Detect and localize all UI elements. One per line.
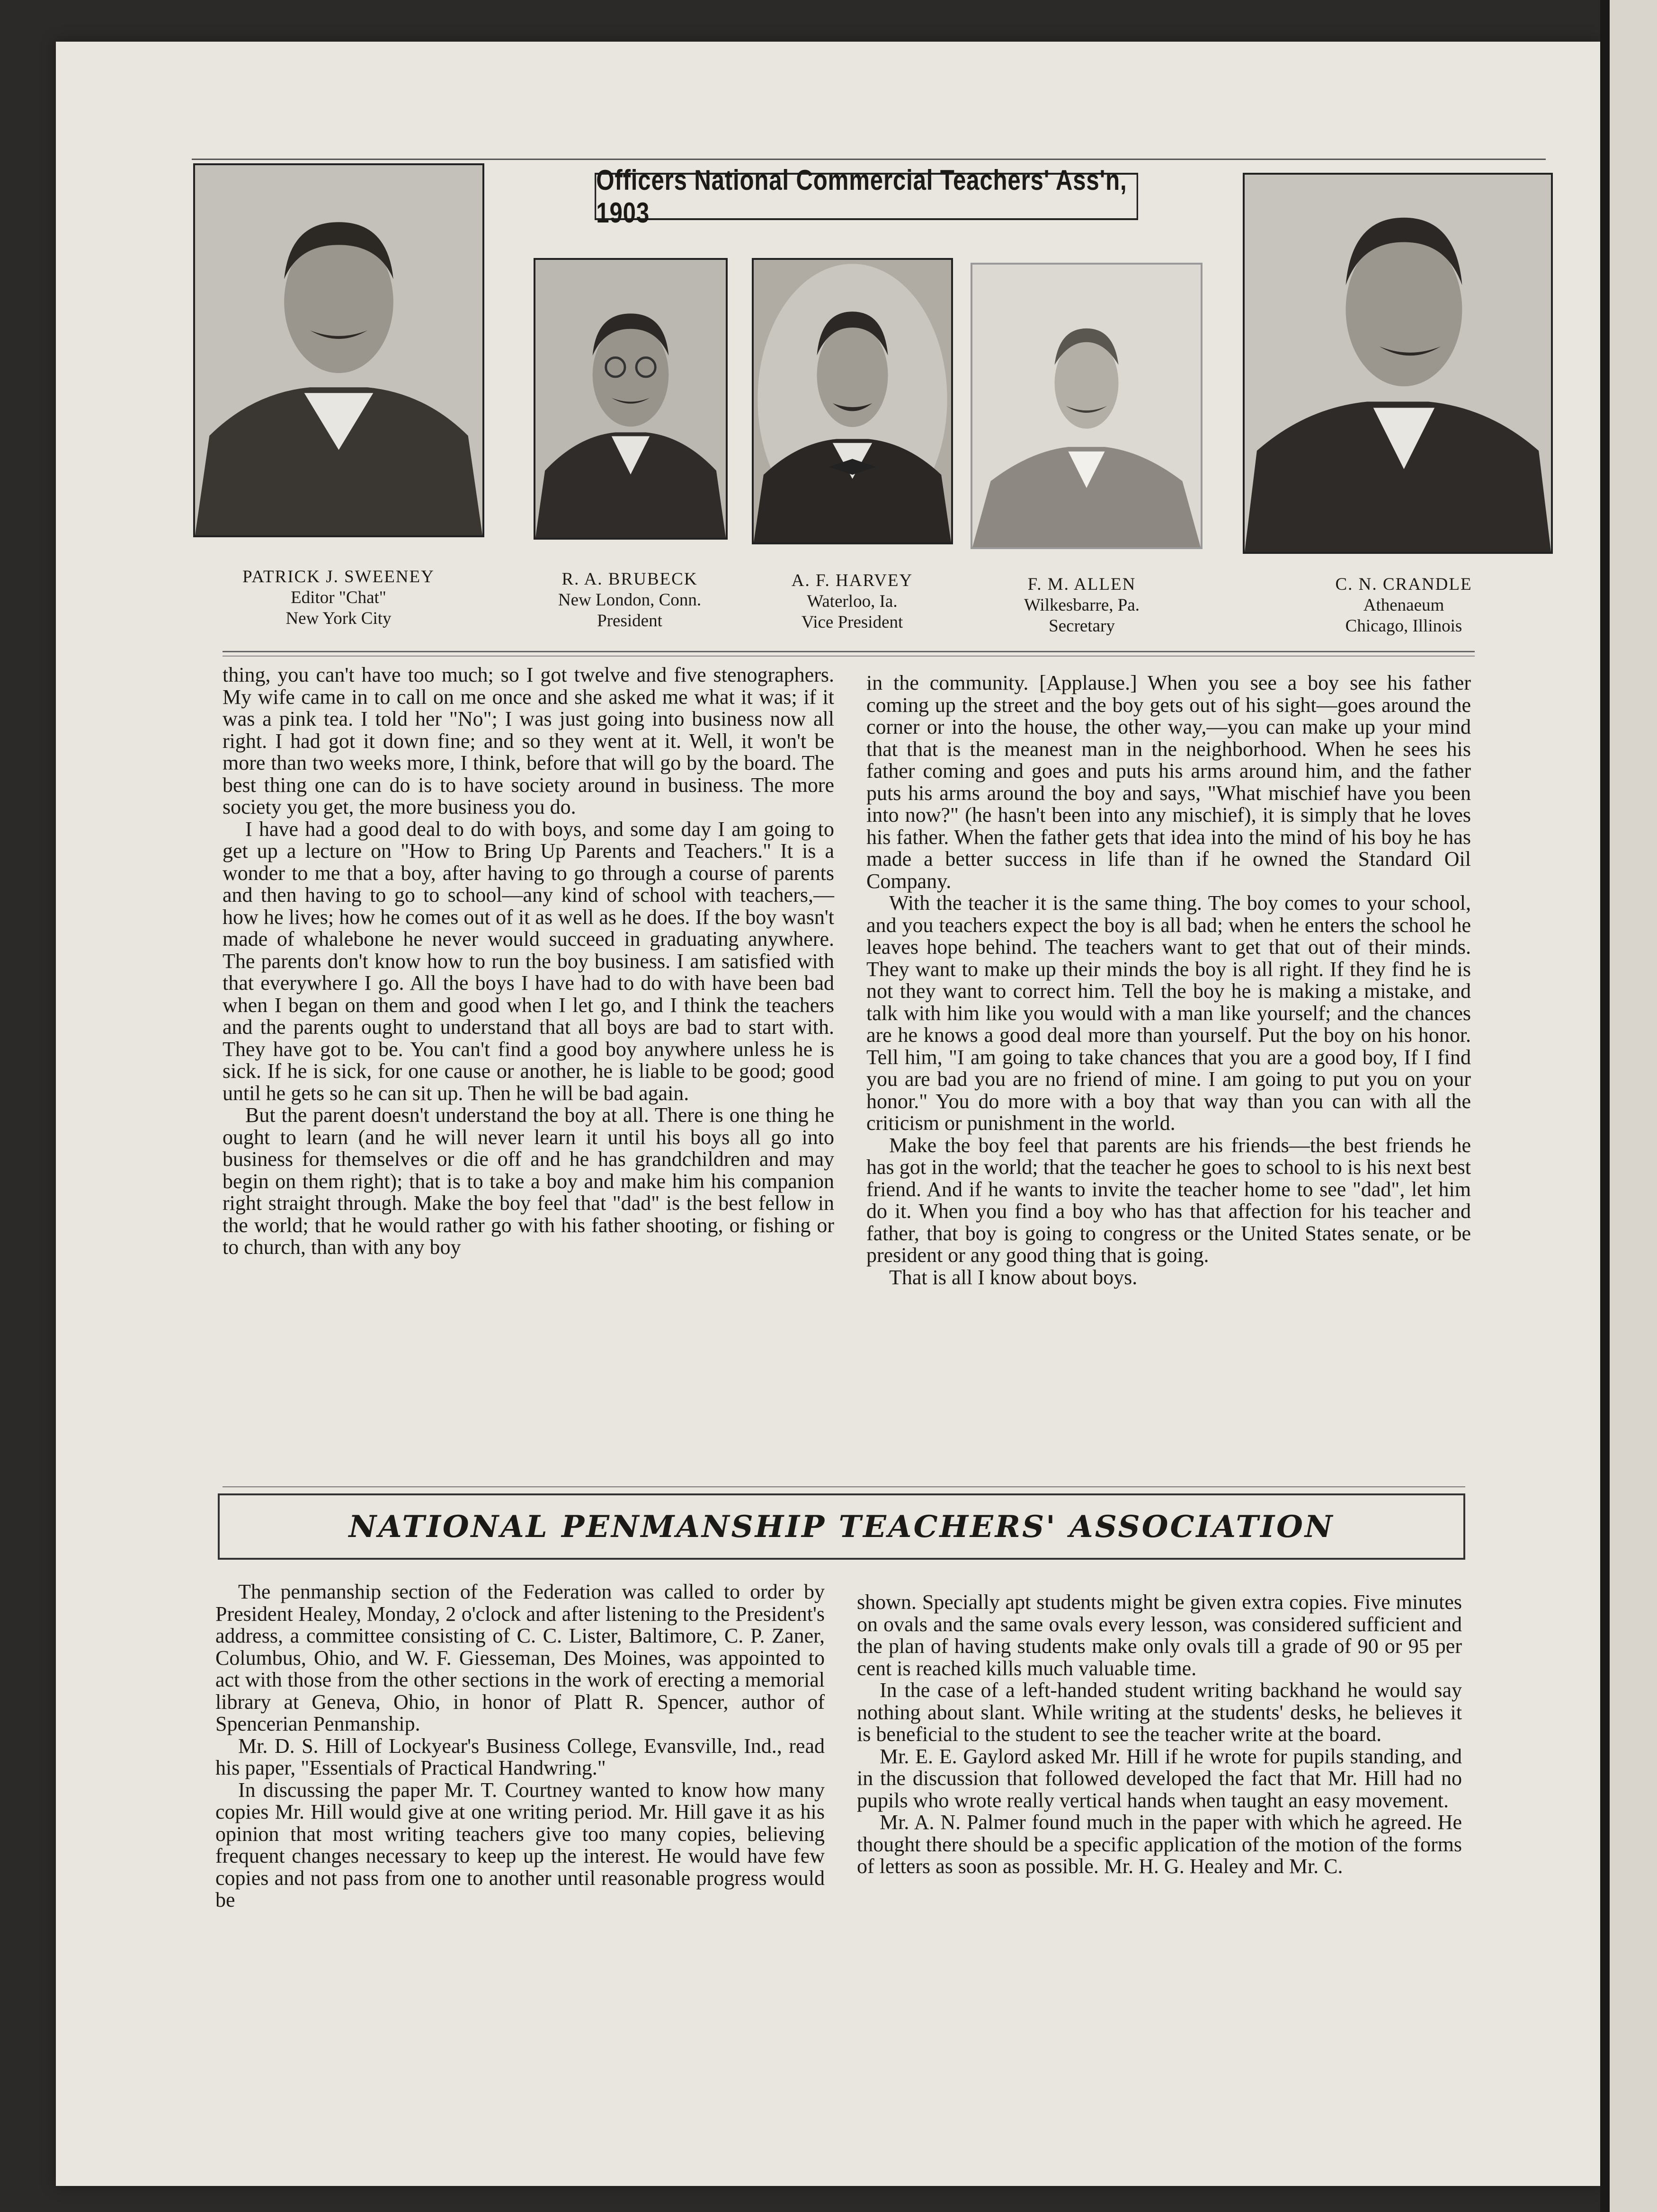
- officer-detail: Wilkesbarre, Pa.: [1024, 595, 1140, 615]
- officer-detail: President: [597, 611, 662, 631]
- next-page-edge: [1610, 0, 1657, 2212]
- article-left-column: [223, 664, 834, 1259]
- section-paragraph: shown. Specially apt students might be given extra copies. Five minutes on ovals and the same ovals every lesson, was considered sufficient and the plan of having students make only ovals till a grade of 90 or 95 per cent is reached kills much valuable time.: [857, 1590, 1462, 1680]
- officer-detail: New London, Conn.: [558, 590, 702, 610]
- section-heading: NATIONAL PENMANSHIP TEACHERS' ASSOCIATION: [218, 1493, 1465, 1560]
- portrait-sweeney-image: [195, 165, 482, 535]
- caption-rule-2: [223, 656, 1475, 657]
- top-rule: [192, 159, 1546, 160]
- caption-rule: [223, 651, 1475, 652]
- article-paragraph: Make the boy feel that parents are his friends—the best friends he has got in the world; that the teacher he goes to school to is his next best friend. And if he wants to invite the teacher home to see "dad", let him do it. When you find a boy who has that affection for his teacher and father, that boy is going to congress or the United States senate, or be president or any good thing that is going.: [866, 1133, 1471, 1267]
- portrait-harvey-image: [754, 260, 951, 542]
- section-paragraph: Mr. D. S. Hill of Lockyear's Business College, Evansville, Ind., read his paper, "Essentials of Practical Handwring.": [215, 1734, 825, 1779]
- caption-brubeck: [526, 569, 734, 631]
- officer-detail: Chicago, Illinois: [1345, 616, 1462, 636]
- article-right-column: [866, 672, 1471, 1288]
- officer-name: A. F. HARVEY: [791, 571, 913, 590]
- officer-detail: Waterloo, Ia.: [807, 592, 898, 611]
- portrait-crandle: [1243, 173, 1553, 554]
- portrait-allen: [971, 263, 1203, 549]
- officer-name: R. A. BRUBECK: [561, 569, 698, 589]
- section-paragraph: Mr. E. E. Gaylord asked Mr. Hill if he wrote for pupils standing, and in the discussion that followed developed the fact that Mr. Hill had no pupils who wrote really vertical hands when taught an easy movement.: [857, 1744, 1462, 1812]
- officer-detail: Secretary: [1049, 616, 1115, 636]
- officer-name: F. M. ALLEN: [1027, 575, 1136, 594]
- caption-crandle: [1278, 574, 1529, 637]
- section-right-column: [857, 1591, 1462, 1878]
- section-paragraph: The penmanship section of the Federation was called to order by President Healey, Monday, 2 o'clock and after listening to the President's address, a committee consisting of C. C. Lister, Baltimore, C. P. Zaner, Columbus, Ohio, and W. F. Giesseman, Des Moines, was appointed to act with those from the other sections in the work of erecting a memorial library at Geneva, Ohio, in honor of Platt R. Spencer, author of Spencerian Penmanship.: [215, 1580, 825, 1735]
- article-paragraph: I have had a good deal to do with boys, and some day I am going to get up a lecture on "How to Bring Up Parents and Teachers." It is a wonder to me that a boy, after having to go through a course of parents and then having to go to school—any kind of school with teachers,—how he lives; how he comes out of it as well as he does. If the boy wasn't made of whalebone he never would succeed in graduating anywhere. The parents don't know how to run the boy business. I am satisfied with that everywhere I go. All the boys I have had to do with have been bad when I began on them and good when I let go, and I think the teachers and the parents ought to understand that all boys are bad to start with. They have got to be. You can't find a good boy anywhere unless he is sick. If he is sick, for one cause or another, he is liable to be good; good until he gets so he can sit up. Then he will be bad again.: [223, 817, 834, 1105]
- officer-detail: Athenaeum: [1363, 595, 1444, 615]
- section-paragraph: In discussing the paper Mr. T. Courtney wanted to know how many copies Mr. Hill would give at one writing period. Mr. Hill gave it as his opinion that most writing teachers give too many copies, believing frequent changes necessary to keep up the interest. He would have few copies and not pass from one to another until reasonable progress would be: [215, 1778, 825, 1911]
- caption-harvey: [748, 570, 956, 633]
- article-paragraph: thing, you can't have too much; so I got twelve and five stenographers. My wife came in to call on me once and she asked me what it was; if it was a pink tea. I told her "No"; I was just going into business now all right. I had got it down fine; and so they went at it. Well, it won't be more than two weeks more, I think, before that will go by the board. The best thing one can do is to have society around in business. The more society you get, the more business you do.: [223, 663, 834, 818]
- officer-detail: Vice President: [801, 613, 903, 632]
- article-paragraph: With the teacher it is the same thing. The boy comes to your school, and you teachers expect the boy is all bad; when he enters the school he leaves hope behind. The teachers want to get that out of their minds. They want to make up their minds the boy is all right. If they find he is not they want to correct him. Tell the boy he is making a mistake, and talk with him like you would with a man like yourself; and the chances are he knows a good deal more than yourself. Put the boy on his honor. Tell him, "I am going to take chances that you are a good boy, If I find you are bad you are no friend of mine. I am going to put you on your honor." You do more with a boy that way than you can with all the criticism or punishment in the world.: [866, 891, 1471, 1135]
- caption-sweeney: [189, 567, 488, 629]
- portrait-harvey: [752, 258, 953, 544]
- officer-name: PATRICK J. SWEENEY: [242, 567, 435, 586]
- binding-shadow: [1600, 0, 1610, 2212]
- portrait-crandle-image: [1245, 175, 1551, 552]
- officer-detail: New York City: [285, 609, 392, 628]
- officers-title: Officers National Commercial Teachers' Ass'n, 1903: [595, 173, 1138, 220]
- officer-detail: Editor "Chat": [291, 588, 386, 607]
- portrait-allen-image: [972, 265, 1201, 547]
- article-paragraph: But the parent doesn't understand the boy at all. There is one thing he ought to learn (and he will never learn it until his boys all go into business for themselves or die off and he has grandchildren and may begin on them right); that is to take a boy and make him his companion right straight through. Make the boy feel that "dad" is the best fellow in the world; that he would rather go with his father shooting, or fishing or to church, than with any boy: [223, 1103, 834, 1259]
- portrait-sweeney: [193, 163, 484, 537]
- section-left-column: [215, 1581, 825, 1911]
- section-paragraph: In the case of a left-handed student writing backhand he would say nothing about slant. While writing at the students' desks, he believes it is beneficial to the student to see the teacher write at the board.: [857, 1679, 1462, 1746]
- officer-name: C. N. CRANDLE: [1335, 575, 1472, 594]
- portrait-brubeck: [534, 258, 728, 540]
- section-paragraph: Mr. A. N. Palmer found much in the paper with which he agreed. He thought there should be a specific application of the motion of the forms of letters as soon as possible. Mr. H. G. Healey and Mr. C.: [857, 1811, 1462, 1878]
- article-paragraph: That is all I know about boys.: [889, 1265, 1138, 1289]
- article-paragraph: in the community. [Applause.] When you see a boy see his father coming up the street and the boy gets out of his sight—goes around the corner or into the house, the other way,—you can make up your mind that that is the meanest man in the neighborhood. When he sees his father coming and goes and puts his arms around him, and the father puts his arms around the boy and says, "What mischief have you been into now?" (he hasn't been into any mischief), it is simply that he loves his father. When the father gets that idea into the mind of his boy he has made a better success in life than if he owned the Standard Oil Company.: [866, 671, 1471, 893]
- caption-allen: [975, 574, 1188, 637]
- section-rule: [223, 1486, 1465, 1487]
- portrait-brubeck-image: [535, 260, 726, 538]
